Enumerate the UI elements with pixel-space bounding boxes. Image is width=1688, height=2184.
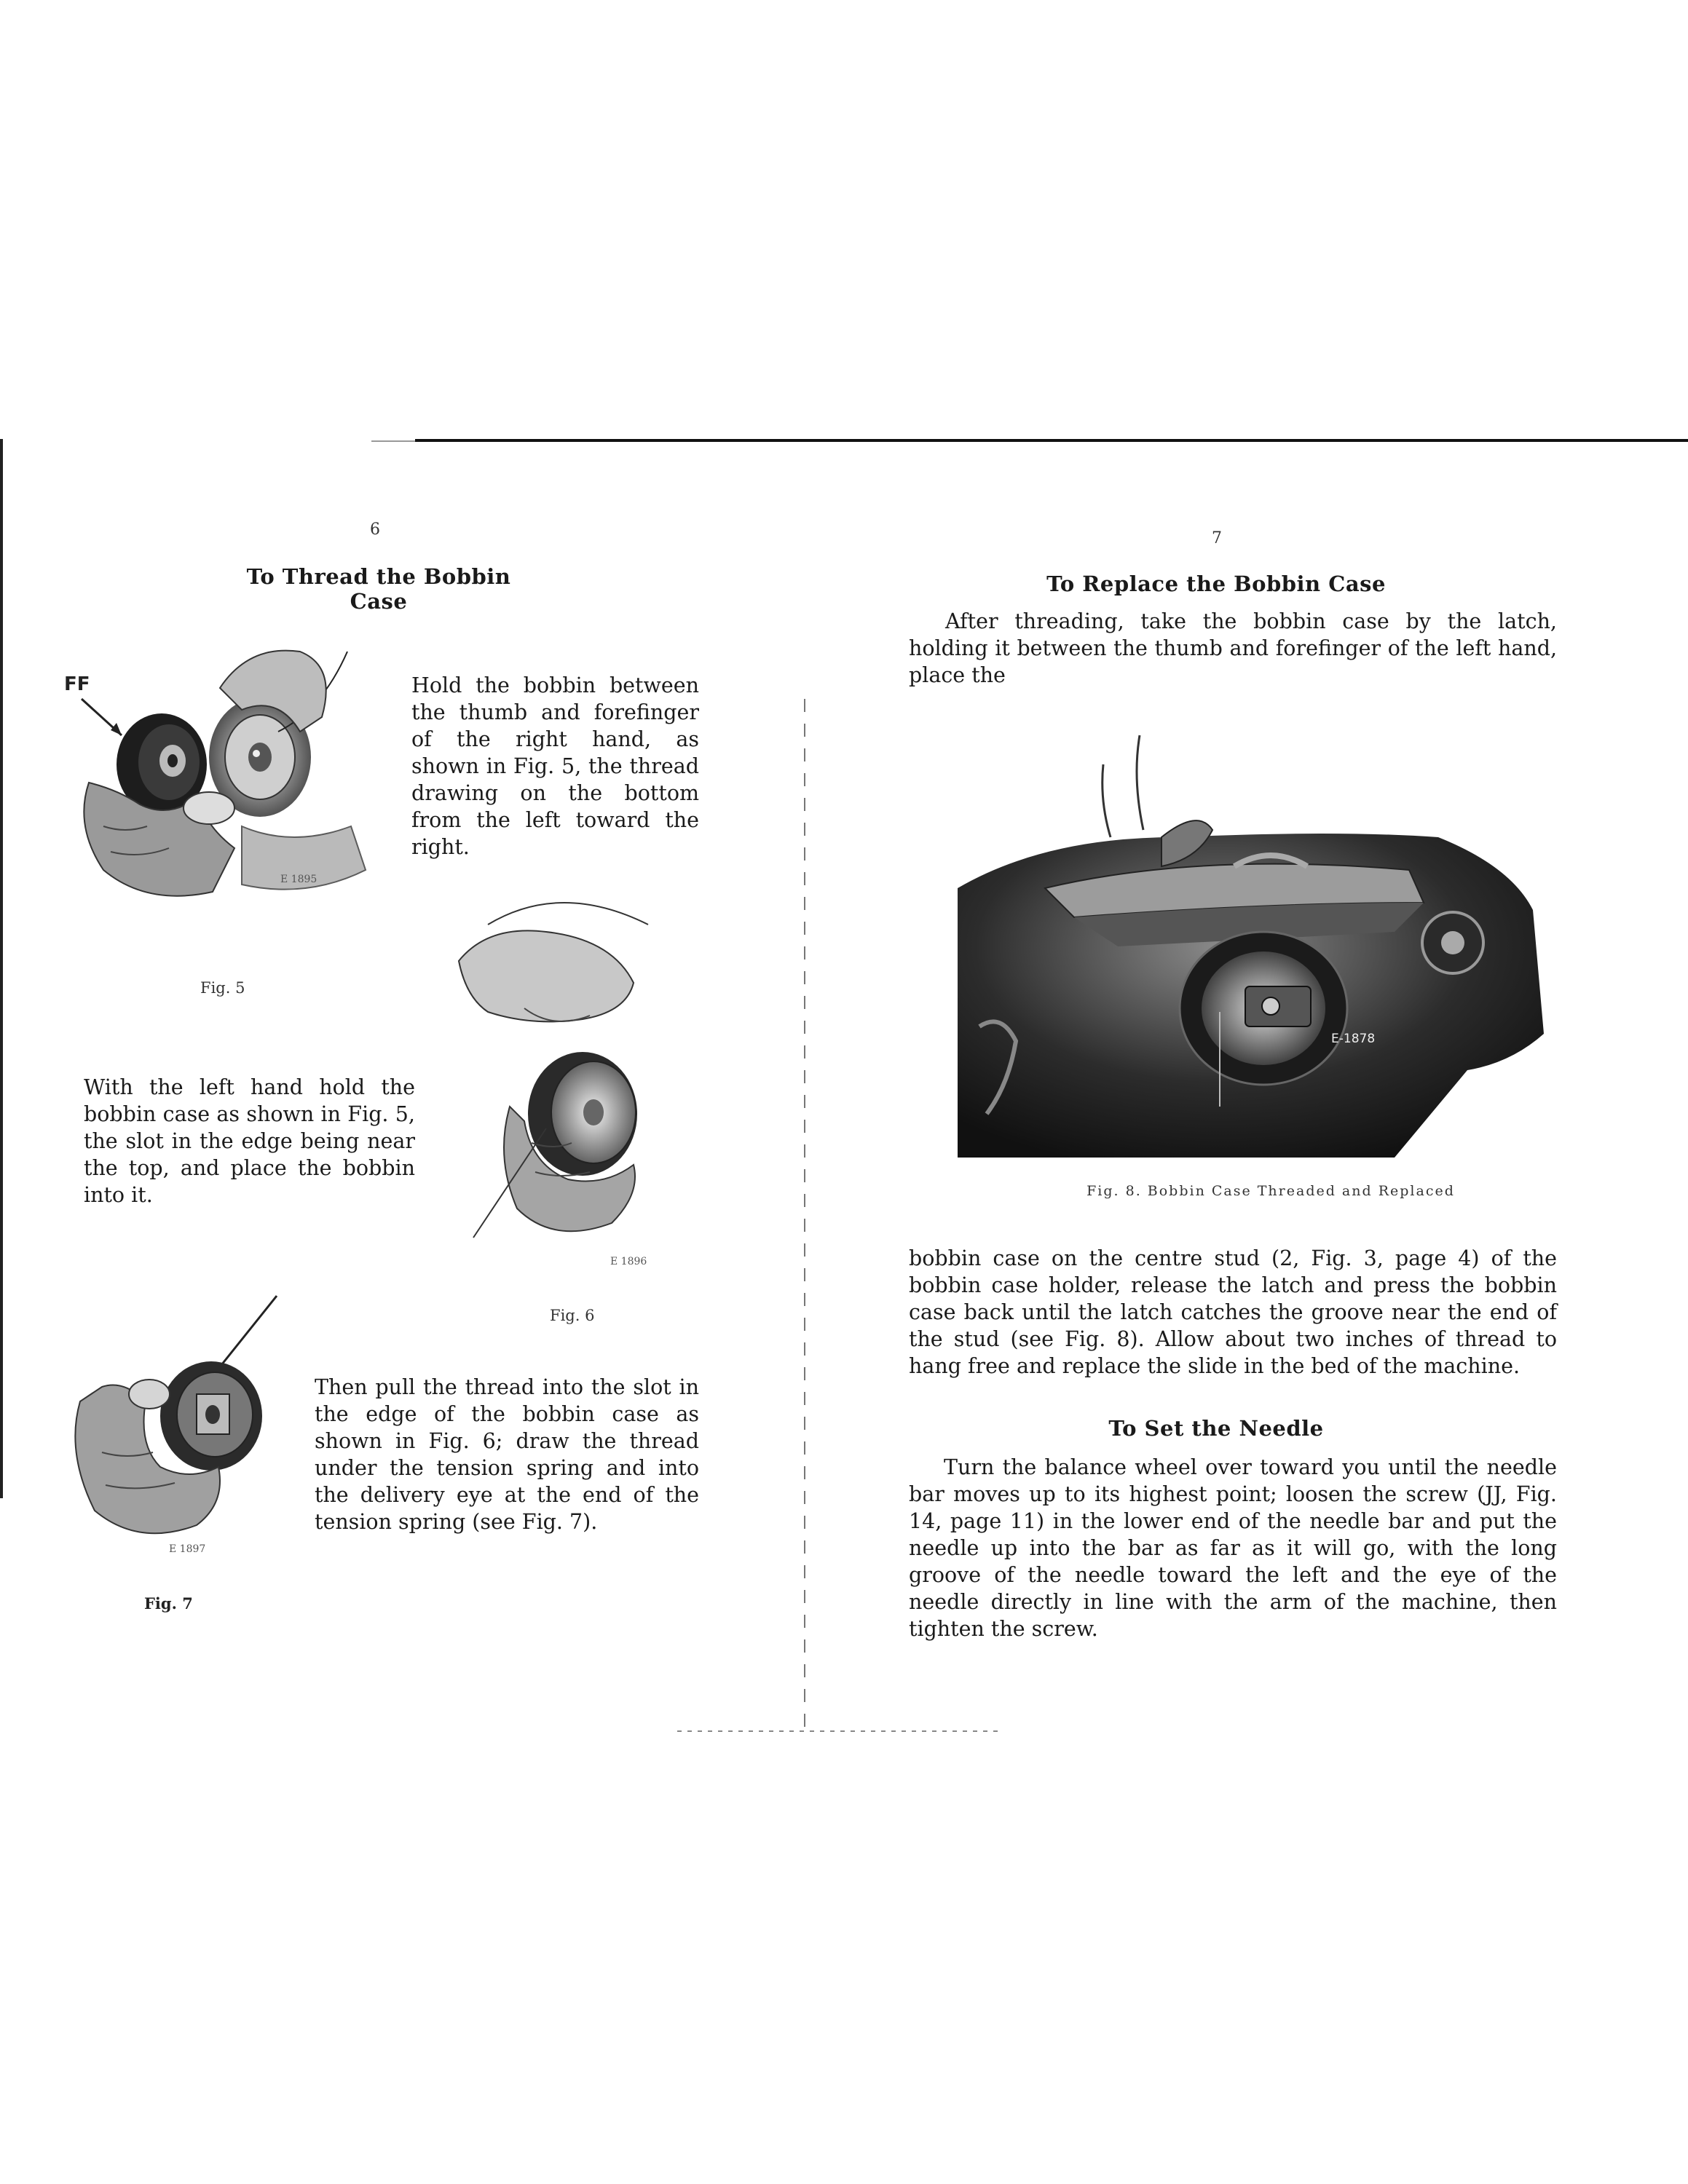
fig8-code: E-1878: [1331, 1032, 1376, 1046]
fig7-code: E 1897: [169, 1543, 206, 1555]
scan-dust: [677, 1730, 998, 1732]
heading-thread-bobbin-case: To Thread the Bobbin Case: [246, 564, 511, 614]
fig6-drawing: [444, 881, 692, 1259]
fig8-drawing: [958, 721, 1555, 1161]
fig6-illustration: [444, 881, 692, 1259]
fig5-drawing: [60, 608, 380, 914]
fig5-illustration: [60, 608, 380, 914]
fig6-code: E 1896: [610, 1256, 647, 1267]
scan-edge-left: [0, 439, 3, 1498]
scan-edge-top: [415, 439, 1688, 442]
heading-replace-bobbin-case: To Replace the Bobbin Case: [1046, 571, 1386, 596]
page-number-right: 7: [1212, 529, 1222, 547]
page-number-left: 6: [370, 521, 380, 539]
book-gutter: [804, 699, 805, 1733]
fig8-caption: Fig. 8. Bobbin Case Threaded and Replaced: [1086, 1183, 1455, 1199]
fig8-illustration: [958, 721, 1555, 1161]
fig7-drawing: [58, 1292, 306, 1562]
fig5-caption: Fig. 5: [200, 979, 245, 997]
right-para-centre-stud: bobbin case on the centre stud (2, Fig. 3, page 4) of the bobbin case holder, release the latch and press the bobbin case back until the latch catches the groove near the end of the stud (see Fig. 8). Allow about two inches of thread to hang free and replace the slide in the bed of the machine.: [909, 1246, 1557, 1378]
left-para-pull-thread: Then pull the thread into the slot in the edge of the bobbin case as shown in Fig. 6; draw the thread under the tension spring and into the delivery eye at the end of the tension spring (see Fig. 7).: [315, 1375, 699, 1534]
fig6-caption: Fig. 6: [550, 1307, 595, 1324]
left-para-left-hand: With the left hand hold the bobbin case as shown in Fig. 5, the slot in the edge being near the top, and place the bobbin into it.: [84, 1075, 415, 1207]
fig7-caption: Fig. 7: [144, 1594, 193, 1613]
fig5-code: E 1895: [280, 874, 318, 885]
heading-set-needle: To Set the Needle: [1108, 1416, 1324, 1441]
left-para-hold-bobbin: Hold the bobbin between the thumb and forefinger of the right hand, as shown in Fig. 5, the thread drawing on the bottom from the left toward the right.: [411, 673, 699, 859]
right-para-balance-wheel: Turn the balance wheel over toward you until the needle bar moves up to its highest point; loosen the screw (JJ, Fig. 14, page 11) in the lower end of the needle bar and put the needle up into the bar as far as it will go, with the long groove of the needle toward the left and the eye of the needle directly in line with the arm of the machine, then tighten the screw.: [909, 1455, 1557, 1641]
fig5-callout-ff: FF: [64, 673, 90, 695]
right-para-after-threading: After threading, take the bobbin case by the latch, holding it between the thumb and forefinger of the left hand, place the: [909, 609, 1557, 687]
fig7-illustration: [58, 1292, 306, 1562]
